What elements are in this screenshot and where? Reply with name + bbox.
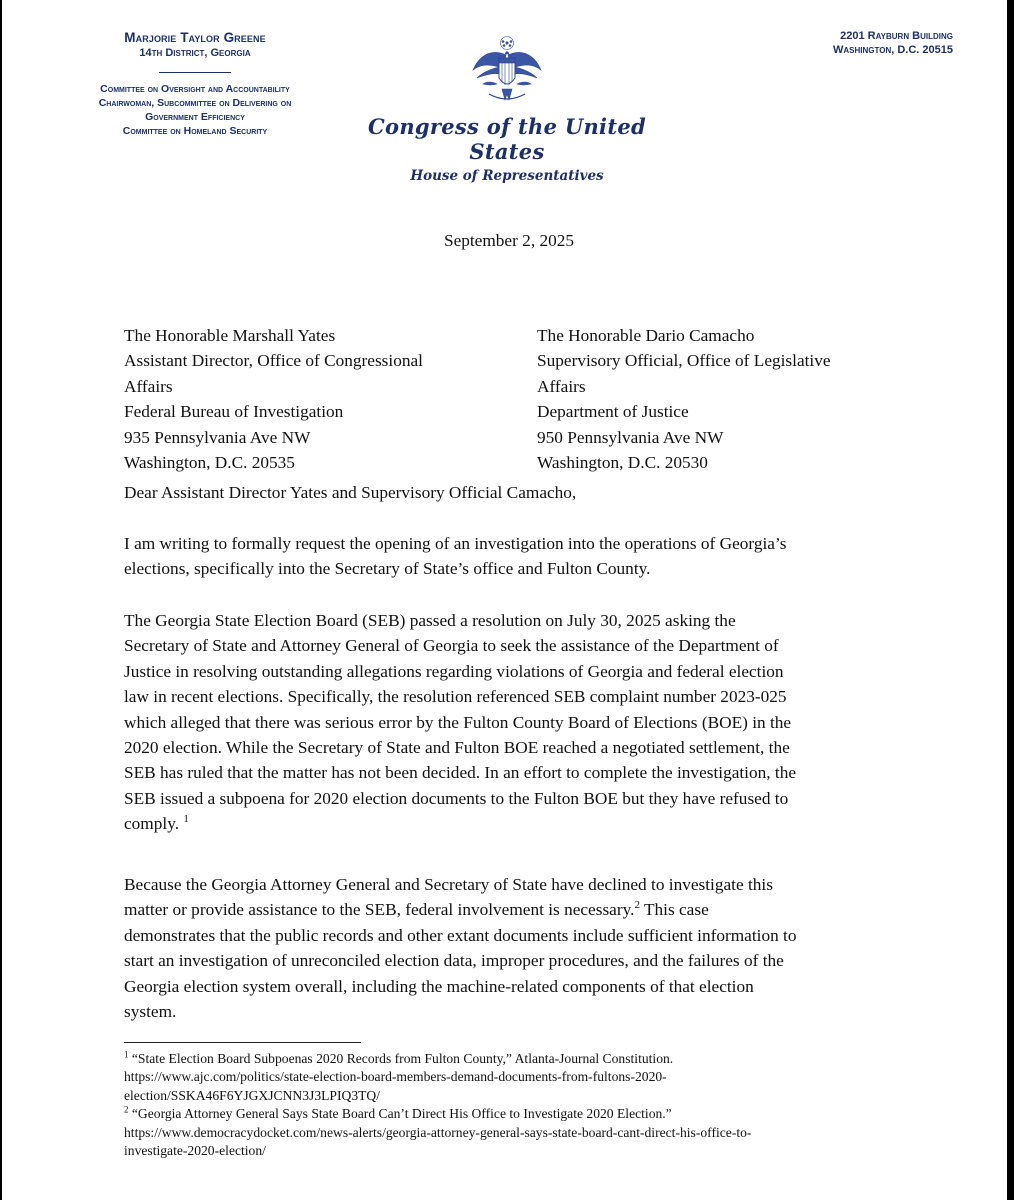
footnote-text: “State Election Board Subpoenas 2020 Records from Fulton County,” Atlanta-Journal Constitution. (128, 1051, 674, 1066)
committee-line: Committee on Homeland Security (122, 125, 268, 138)
paragraph-line: demonstrates that the public records and other extant documents include sufficient information to (124, 925, 797, 945)
address-line: Affairs (124, 376, 173, 396)
committee-line: Government Efficiency (145, 110, 245, 123)
paragraph-request (124, 531, 894, 582)
paragraph-line: SEB issued a subpoena for 2020 election documents to the Fulton BOE but they have refused to (124, 788, 789, 808)
paragraph-line: 2020 election. While the Secretary of State and Fulton BOE reached a negotiated settlement, the (124, 738, 790, 758)
paragraph-line: Secretary of State and Attorney General of Georgia to seek the assistance of the Department of (124, 636, 779, 656)
footnotes (124, 1050, 904, 1160)
paragraph-line: law in recent elections. Specifically, the resolution referenced SEB complaint number 2023-025 (124, 687, 787, 707)
address-line: 950 Pennsylvania Ave NW (537, 427, 724, 447)
office-address-line: Washington, D.C. 20515 (833, 43, 953, 56)
paragraph-line: I am writing to formally request the opening of an investigation into the operations of Georgia’s (124, 534, 787, 553)
masthead-subtitle: House of Representatives (410, 168, 604, 184)
paragraph-federal-involvement (124, 872, 894, 1024)
masthead-title: Congress of the United States (368, 114, 646, 164)
paragraph-line-with-footnote (124, 811, 894, 836)
letter-page (2, 0, 1007, 1200)
recipient-address-doj (537, 323, 917, 475)
address-line: The Honorable Dario Camacho (537, 326, 755, 345)
footnote-line (124, 1050, 904, 1068)
great-seal-icon (469, 34, 545, 110)
address-line: Assistant Director, Office of Congressional (124, 351, 423, 371)
address-line: 935 Pennsylvania Ave NW (124, 427, 311, 447)
paragraph-line: Justice in resolving outstanding allegations regarding violations of Georgia and federal election (124, 661, 784, 681)
footnote-divider (124, 1042, 361, 1043)
paragraph-line: system. (124, 1002, 177, 1022)
footnote-link[interactable]: https://www.ajc.com/politics/state-election-board-members-demand-documents-from-fultons-2020- (124, 1069, 667, 1085)
footnote-number: 2 (124, 1104, 129, 1115)
member-letterhead (60, 30, 330, 138)
congress-masthead (332, 114, 682, 184)
committee-line: Committee on Oversight and Accountability (100, 82, 290, 95)
letterhead-divider (159, 72, 231, 73)
recipient-address-fbi (124, 323, 504, 475)
paragraph-seb-resolution (124, 608, 894, 837)
footnote-line (124, 1105, 904, 1123)
paragraph-line: elections, specifically into the Secretary of State’s office and Fulton County. (124, 559, 651, 579)
salutation: Dear Assistant Director Yates and Supervisory Official Camacho, (124, 483, 577, 502)
committee-line: Chairwoman, Subcommittee on Delivering on (98, 96, 292, 109)
paragraph-line: SEB has ruled that the matter has not been decided. In an effort to complete the investigation, the (124, 763, 797, 783)
address-line: The Honorable Marshall Yates (124, 326, 336, 345)
footnote-link[interactable]: election/SSKA46F6YJGXJCNN3J3LPIQ3TQ/ (124, 1087, 381, 1103)
address-line: Washington, D.C. 20535 (124, 453, 295, 473)
paragraph-line-with-footnote (124, 897, 894, 922)
paragraph-line: which alleged that there was serious error by the Fulton County Board of Elections (BOE) in the (124, 712, 792, 732)
member-district: 14th District, Georgia (139, 46, 251, 59)
paragraph-line: The Georgia State Election Board (SEB) passed a resolution on July 30, 2025 asking the (124, 611, 736, 630)
office-address (753, 30, 953, 58)
address-line: Affairs (537, 376, 586, 396)
member-name: Marjorie Taylor Greene (124, 30, 266, 45)
paragraph-text: This case (639, 900, 709, 920)
paragraph-text: comply. (124, 814, 184, 834)
paragraph-line: Because the Georgia Attorney General and Secretary of State have declined to investigate this (124, 875, 773, 894)
footnote-reference[interactable]: 2 (634, 899, 640, 912)
paragraph-line: start an investigation of unreconciled election data, improper procedures, and the failures of the (124, 951, 784, 971)
paragraph-text: matter or provide assistance to the SEB, federal involvement is necessary. (124, 900, 635, 920)
address-line: Supervisory Official, Office of Legislative (537, 351, 831, 371)
address-line: Department of Justice (537, 402, 689, 422)
great-seal-graphic (469, 34, 545, 110)
footnote-text: “Georgia Attorney General Says State Board Can’t Direct His Office to Investigate 2020 Election.” (128, 1106, 672, 1122)
footnote-number: 1 (124, 1049, 129, 1060)
letter-date: September 2, 2025 (443, 231, 575, 250)
footnote-reference[interactable]: 1 (183, 813, 189, 826)
address-line: Federal Bureau of Investigation (124, 402, 344, 422)
footnote-link[interactable]: investigate-2020-election/ (124, 1143, 266, 1159)
paragraph-line: Georgia election system overall, including the machine-related components of that election (124, 976, 754, 996)
footnote-link[interactable]: https://www.democracydocket.com/news-alerts/georgia-attorney-general-says-state-board-cant-direct-his-office-to- (124, 1124, 752, 1140)
address-line: Washington, D.C. 20530 (537, 453, 708, 473)
office-address-line: 2201 Rayburn Building (840, 30, 953, 42)
